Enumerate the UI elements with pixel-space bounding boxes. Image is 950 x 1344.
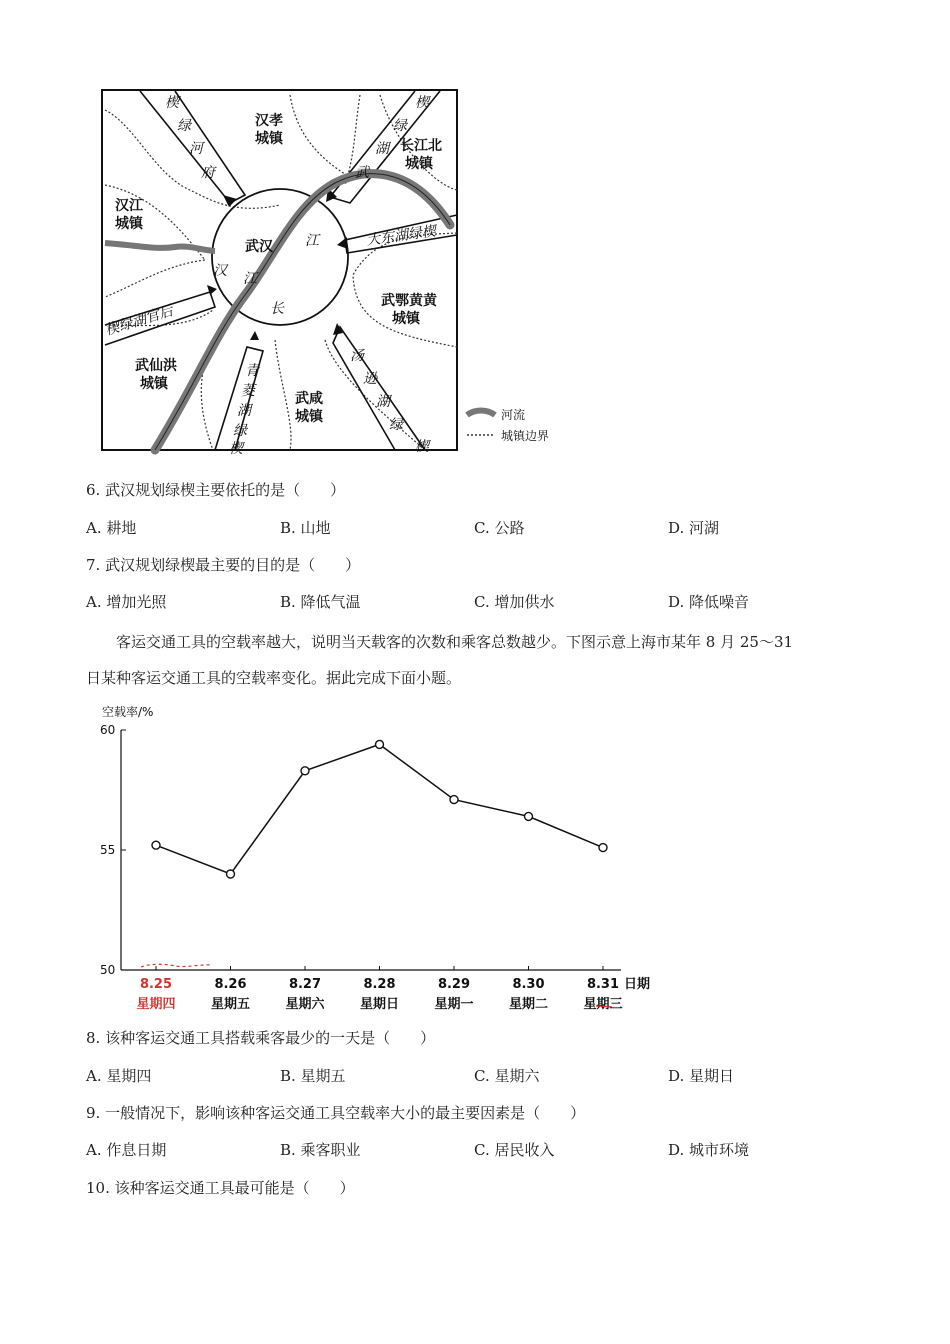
x-weekday-label: 星期五 — [210, 997, 251, 1012]
x-tick-label: 8.25 — [139, 977, 173, 992]
q6-option-d[interactable]: D. 河湖 — [668, 519, 720, 537]
q7-option-a[interactable]: A. 增加光照 — [86, 593, 167, 611]
q9-option-c[interactable]: C. 居民收入 — [474, 1141, 555, 1159]
q9-option-b[interactable]: B. 乘客职业 — [280, 1141, 361, 1159]
x-weekday-label: 星期二 — [508, 997, 549, 1012]
x-weekday-label: 星期一 — [434, 997, 474, 1012]
q8-option-b[interactable]: B. 星期五 — [280, 1067, 346, 1085]
svg-text:绿: 绿 — [177, 118, 191, 134]
red-annotation-dash — [141, 964, 211, 967]
y-tick-label: 55 — [100, 843, 116, 857]
wedge-label-qingling — [229, 363, 261, 455]
q6-option-a[interactable]: A. 耕地 — [86, 519, 137, 537]
x-tick-label: 8.31 — [586, 977, 620, 992]
q8-option-c[interactable]: C. 星期六 — [474, 1067, 540, 1085]
label-hanjiang-2: 城镇 — [115, 216, 143, 232]
data-point — [227, 870, 235, 878]
legend-river: 河流 — [501, 408, 526, 422]
svg-text:湖: 湖 — [375, 141, 389, 157]
label-changjiangbei-1: 长江北 — [400, 138, 442, 154]
svg-text:府: 府 — [201, 165, 215, 181]
river-char-chang: 长 — [270, 301, 284, 317]
x-weekday-label: 星期三 — [583, 997, 623, 1012]
x-weekday-label: 星期四 — [136, 997, 176, 1012]
legend-boundary: 城镇边界 — [501, 429, 550, 443]
data-point — [301, 767, 309, 775]
q6-stem: 6. 武汉规划绿楔主要依托的是（ ） — [86, 481, 346, 499]
han-river — [105, 243, 215, 251]
x-tick-label: 8.28 — [363, 977, 396, 992]
label-wuehuanghuang-1: 武鄂黄黄 — [381, 293, 437, 309]
q6-option-c[interactable]: C. 公路 — [474, 519, 525, 537]
data-point — [450, 796, 458, 804]
svg-text:楔: 楔 — [415, 95, 429, 111]
svg-text:汤: 汤 — [350, 348, 364, 364]
svg-text:武: 武 — [355, 165, 369, 181]
intro-line-1: 客运交通工具的空载率越大，说明当天载客的次数和乘客总数越少。下图示意上海市某年 8 月 25～31 — [116, 633, 794, 651]
wuhan-green-wedge-map — [95, 85, 555, 455]
svg-text:绿: 绿 — [393, 118, 407, 134]
wedge-label-guanhou: 楔绿湖官后 — [103, 303, 176, 339]
wedge-label-tangxun — [350, 348, 431, 455]
q8-option-d[interactable]: D. 星期日 — [668, 1067, 735, 1085]
intro-line-2: 日某种客运交通工具的空载率变化。据此完成下面小题。 — [86, 669, 462, 687]
chart-xlabel: 日期 — [624, 977, 651, 992]
wedge-label-fuhe — [165, 95, 217, 181]
x-tick-label: 8.26 — [214, 977, 247, 992]
svg-text:绿: 绿 — [389, 417, 403, 433]
svg-text:绿: 绿 — [233, 423, 247, 439]
q8-stem: 8. 该种客运交通工具搭载乘客最少的一天是（ ） — [86, 1029, 436, 1047]
river-char-jiang-han: 江 — [243, 271, 257, 287]
label-wuxianhong-1: 武仙洪 — [135, 358, 177, 374]
svg-text:河: 河 — [189, 141, 203, 157]
river-char-han: 汉 — [213, 263, 227, 279]
chart-ylabel: 空载率/% — [102, 705, 154, 719]
x-tick-label: 8.30 — [512, 977, 545, 992]
q9-stem: 9. 一般情况下，影响该种客运交通工具空载率大小的最主要因素是（ ） — [86, 1104, 586, 1122]
svg-text:菱: 菱 — [241, 383, 255, 399]
data-point — [376, 740, 384, 748]
q6-option-b[interactable]: B. 山地 — [280, 519, 331, 537]
wedge-label-dadonghu: 大东湖绿楔 — [365, 223, 437, 249]
x-tick-label: 8.29 — [437, 977, 471, 992]
q7-option-c[interactable]: C. 增加供水 — [474, 593, 555, 611]
label-changjiangbei-2: 城镇 — [405, 156, 433, 172]
svg-text:青: 青 — [245, 363, 259, 379]
q9-option-d[interactable]: D. 城市环境 — [668, 1141, 750, 1159]
q7-stem: 7. 武汉规划绿楔最主要的目的是（ ） — [86, 556, 361, 574]
label-hanxiao-2: 城镇 — [255, 131, 283, 147]
label-hanxiao-1: 汉孝 — [255, 113, 283, 129]
map-legend — [467, 407, 549, 443]
svg-text:湖: 湖 — [376, 394, 390, 410]
x-weekday-label: 星期日 — [359, 997, 400, 1012]
empty-load-rate-chart — [86, 700, 666, 1020]
svg-text:湖: 湖 — [237, 403, 251, 419]
q8-option-a[interactable]: A. 星期四 — [86, 1067, 152, 1085]
x-tick-label: 8.27 — [288, 977, 322, 992]
label-hanjiang-1: 汉江 — [115, 198, 143, 214]
label-wuhan: 武汉 — [245, 239, 273, 255]
svg-text:楔: 楔 — [165, 95, 179, 111]
river-char-jiang-chang: 江 — [305, 233, 319, 249]
x-weekday-label: 星期六 — [285, 997, 325, 1012]
label-wuxian-2: 城镇 — [295, 409, 323, 425]
data-point — [525, 812, 533, 820]
label-wuxian-1: 武咸 — [295, 391, 323, 407]
q10-stem: 10. 该种客运交通工具最可能是（ ） — [86, 1179, 355, 1197]
q7-option-d[interactable]: D. 降低噪音 — [668, 593, 750, 611]
y-tick-label: 50 — [100, 963, 116, 977]
svg-text:楔: 楔 — [229, 441, 243, 455]
y-tick-label: 60 — [100, 723, 116, 737]
label-wuxianhong-2: 城镇 — [140, 376, 168, 392]
label-wuehuanghuang-2: 城镇 — [392, 311, 420, 327]
series-line — [156, 744, 603, 874]
q9-option-a[interactable]: A. 作息日期 — [86, 1141, 167, 1159]
data-point — [152, 841, 160, 849]
q7-option-b[interactable]: B. 降低气温 — [280, 593, 361, 611]
svg-text:逊: 逊 — [363, 371, 377, 387]
svg-text:楔: 楔 — [415, 439, 429, 455]
data-point — [599, 844, 607, 852]
